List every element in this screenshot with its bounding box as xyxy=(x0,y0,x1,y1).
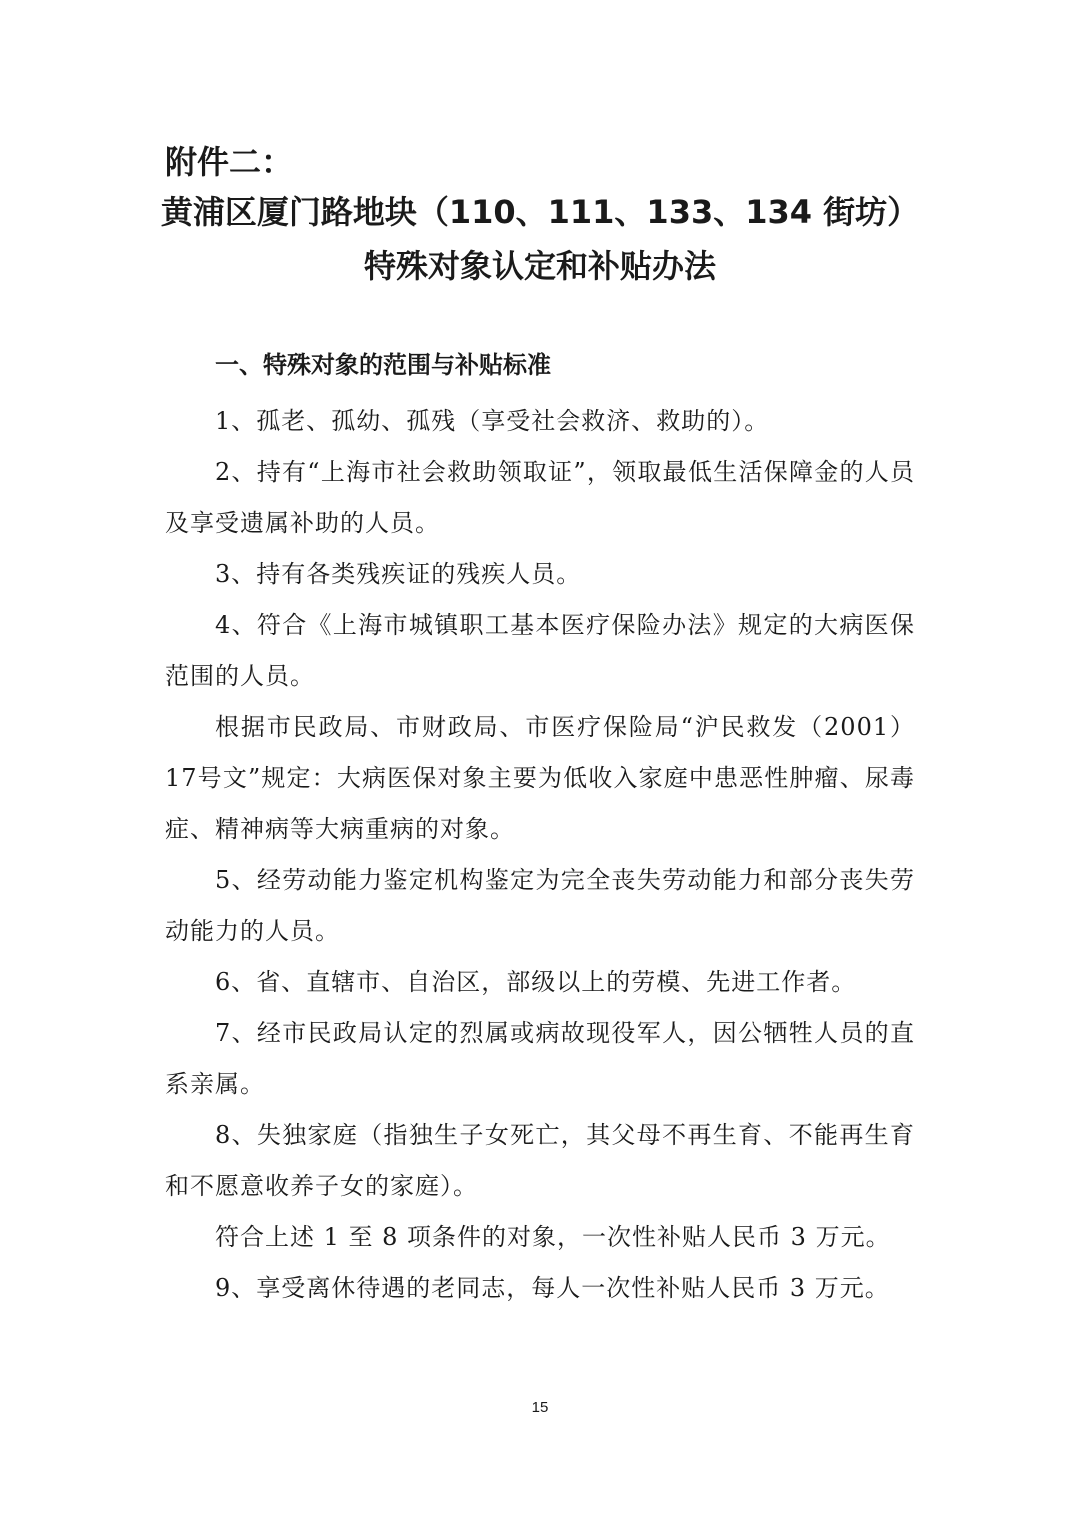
paragraph-item-7: 7、经市民政局认定的烈属或病故现役军人，因公牺牲人员的直系亲属。 xyxy=(165,1019,915,1098)
document-body xyxy=(165,396,915,1314)
paragraph-item-3: 3、持有各类残疾证的残疾人员。 xyxy=(215,560,582,588)
paragraph-item-4: 4、符合《上海市城镇职工基本医疗保险办法》规定的大病医保范围的人员。 xyxy=(165,611,915,690)
paragraph-item-6: 6、省、直辖市、自治区，部级以上的劳模、先进工作者。 xyxy=(215,968,857,996)
paragraph-item-1: 1、孤老、孤幼、孤残（享受社会救济、救助的）。 xyxy=(215,407,770,435)
attachment-label: 附件二： xyxy=(165,143,294,181)
paragraph-item-2: 2、持有“上海市社会救助领取证”，领取最低生活保障金的人员及享受遗属补助的人员。 xyxy=(165,458,915,537)
page-number: 15 xyxy=(531,1399,549,1416)
paragraph-item-5: 5、经劳动能力鉴定机构鉴定为完全丧失劳动能力和部分丧失劳动能力的人员。 xyxy=(165,866,915,945)
section-heading: 一、特殊对象的范围与补贴标准 xyxy=(215,351,551,379)
paragraph-note-medical: 根据市民政局、市财政局、市医疗保险局“沪民救发（2001）17号文”规定：大病医保对象主要为低收入家庭中患恶性肿瘤、尿毒症、精神病等大病重病的对象。 xyxy=(165,713,915,843)
paragraph-item-8: 8、失独家庭（指独生子女死亡，其父母不再生育、不能再生育和不愿意收养子女的家庭）。 xyxy=(165,1121,915,1200)
document-title-line1: 黄浦区厦门路地块（110、111、133、134 街坊） xyxy=(160,193,920,231)
paragraph-subsidy-summary: 符合上述 1 至 8 项条件的对象，一次性补贴人民币 3 万元。 xyxy=(215,1223,891,1251)
document-title-line2: 特殊对象认定和补贴办法 xyxy=(363,247,716,285)
paragraph-item-9: 9、享受离休待遇的老同志，每人一次性补贴人民币 3 万元。 xyxy=(215,1274,890,1302)
